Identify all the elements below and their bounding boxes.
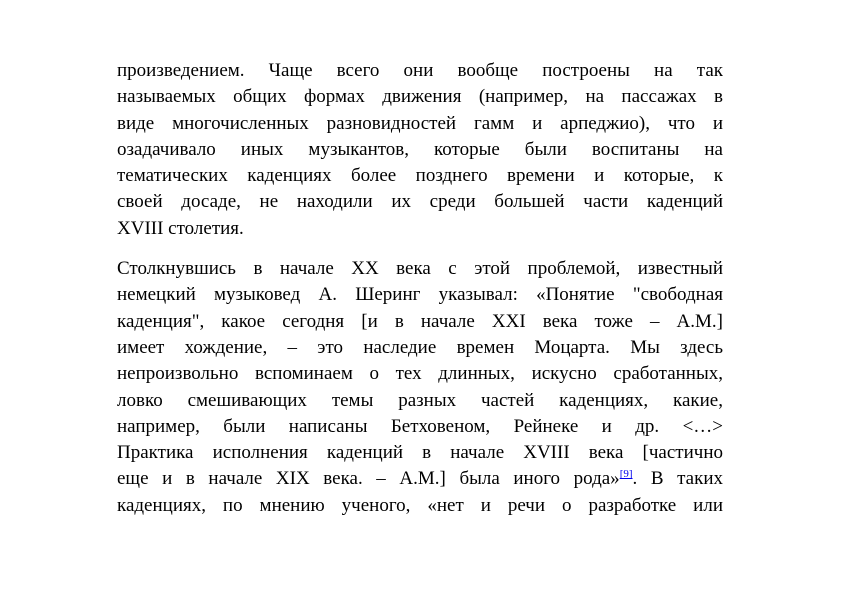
text-line-with-footnote bbox=[117, 466, 723, 492]
text-line: например, были написаны Бетховеном, Рейнеке и др. <…> bbox=[117, 415, 723, 437]
text-line: виде многочисленных разновидностей гамм и арпеджио), что и bbox=[117, 112, 723, 134]
text-line: называемых общих формах движения (например, на пассажах в bbox=[117, 86, 723, 108]
paragraph bbox=[117, 256, 723, 519]
text-line: тематических каденциях более позднего времени и которые, к bbox=[117, 165, 723, 187]
text-line: озадачивало иных музыкантов, которые были воспитаны на bbox=[117, 138, 723, 160]
text-line: ловко смешивающих темы разных частей каденциях, какие, bbox=[117, 389, 723, 411]
text-line: непроизвольно вспоминаем о тех длинных, искусно сработанных, bbox=[117, 363, 723, 385]
text-line: произведением. Чаще всего они вообще построены на так bbox=[117, 60, 723, 81]
paragraph bbox=[117, 58, 723, 242]
text-line: своей досаде, не находили их среди большей части каденций bbox=[117, 191, 723, 213]
document-page bbox=[117, 58, 723, 519]
text-line: XVIII столетия. bbox=[117, 217, 244, 239]
text-line: немецкий музыковед А. Шеринг указывал: «Понятие "свободная bbox=[117, 284, 723, 306]
paragraph-spacer bbox=[117, 242, 723, 256]
footnote-link[interactable]: [9] bbox=[619, 468, 633, 481]
text-line: каденциях, по мнению ученого, «нет и речи о разработке или bbox=[117, 494, 723, 516]
text-line: Столкнувшись в начале XX века с этой проблемой, известный bbox=[117, 258, 723, 280]
line-text-after-note: . В таких bbox=[632, 468, 723, 490]
text-line: Практика исполнения каденций в начале XVIII века [частично bbox=[117, 442, 723, 464]
text-line: имеет хождение, – это наследие времен Моцарта. Мы здесь bbox=[117, 336, 723, 358]
text-line: каденция", какое сегодня [и в начале XXI века тоже – А.М.] bbox=[117, 310, 723, 332]
line-text-before-note: еще и в начале XIX века. – А.М.] была иного рода» bbox=[117, 468, 620, 490]
